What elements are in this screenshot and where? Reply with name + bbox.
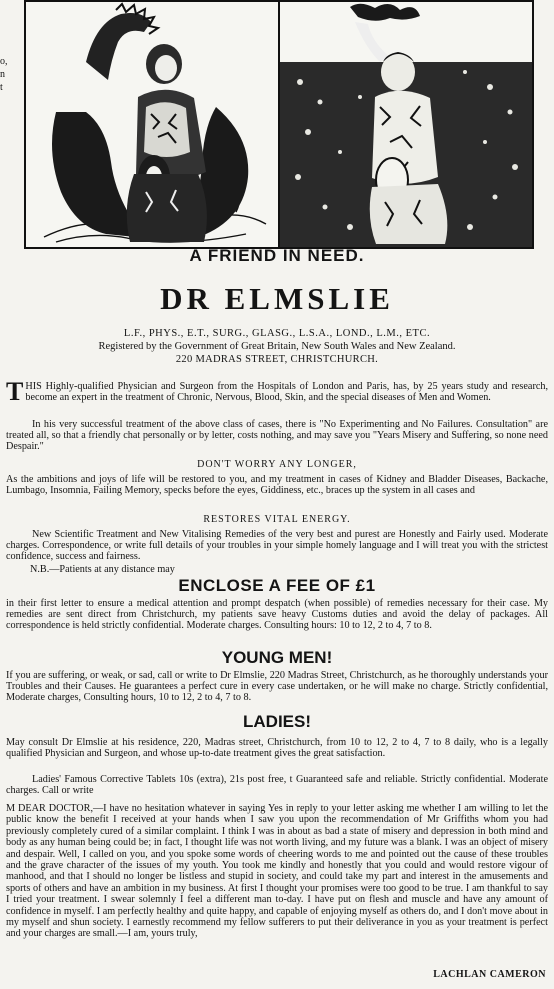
- nb-line: N.B.—Patients at any distance may: [30, 564, 175, 575]
- woodcut-woman-in-garden-image: [280, 2, 532, 247]
- no-experimenting-paragraph: In his very successful treatment of the above class of cases, there is "No Experimenting and No Failures. Consultation" are treated all, so that a friendly chat personally or by letter, costs nothing, and may save you "Years Misery and Suffering, so none need Despair.": [6, 419, 548, 453]
- ladies-heading: LADIES!: [243, 712, 311, 731]
- left-edge-fragment: o, n t: [0, 56, 8, 93]
- doctor-name-title: DR ELMSLIE: [160, 281, 394, 316]
- subheading-vital-energy: RESTORES VITAL ENERGY.: [203, 514, 351, 525]
- ambitions-paragraph: As the ambitions and joys of life will be restored to you, and my treatment in cases of Kidney and Bladder Diseases, Backache, Lumbago, Insomnia, Failing Memory, specks before the eyes, Giddiness, etc., braces up the system in all cases and: [6, 474, 548, 497]
- young-men-paragraph: If you are suffering, or weak, or sad, call or write to Dr Elmslie, 220 Madras Street, Christchurch, as he thoroughly understands your Troubles and their Causes. He guarantees a perfect cure in every case undertaken, or he will make no charge. Strictly confidential, Moderate charges, Consulting hours, 10 to 12, 2 to 4, 7 to 8.: [6, 670, 548, 704]
- tablets-paragraph: Ladies' Famous Corrective Tablets 10s (extra), 21s post free, t Guaranteed safe and reliable. Strictly confidential. Moderate charges. Call or write: [6, 774, 548, 797]
- headline: A FRIEND IN NEED.: [189, 246, 365, 265]
- subheading-dont-worry: DON'T WORRY ANY LONGER,: [197, 459, 357, 470]
- woodcut-illustration-right: [278, 0, 534, 249]
- woodcut-illustration-left: [24, 0, 282, 249]
- scientific-treatment-paragraph: New Scientific Treatment and New Vitalising Remedies of the very best and purest are Honestly and Fairly used. Moderate charges. Correspondence, or write full details of your troubles in your simple homely language and I will treat you with the strictest confidence, success and fairness.: [6, 529, 548, 563]
- intro-paragraph: [6, 377, 548, 406]
- fee-heading: ENCLOSE A FEE OF £1: [178, 576, 376, 595]
- credentials-line: L.F., PHYS., E.T., SURG., GLASG., L.S.A., LOND., L.M., ETC.: [123, 328, 431, 339]
- woodcut-woman-with-flowers-image: [26, 2, 280, 247]
- ladies-paragraph: May consult Dr Elmslie at his residence, 220, Madras street, Christchurch, from 10 to 12, 2 to 4, 7 to 8 daily, who is a legally qualified Physician and Surgeon, and whose up-to-date treatment gives the great satisfaction.: [6, 737, 548, 760]
- fee-paragraph: in their first letter to ensure a medical attention and prompt despatch (when possible) of remedies necessary for their case. My remedies are sent direct from Christchurch, my patients save heavy Customs duties and avoid the delay of packages. All correspondence is held strictly confidential. Moderate charges. Consulting hours: 10 to 12, 2 to 4, 7 to 8.: [6, 598, 548, 632]
- young-men-heading: YOUNG MEN!: [221, 648, 333, 667]
- drop-cap: T: [6, 377, 24, 406]
- testimonial-signature: LACHLAN CAMERON: [433, 969, 546, 980]
- testimonial-letter: M DEAR DOCTOR,—I have no hesitation whatever in saying Yes in reply to your letter asking me whether I am willing to let the public know the benefit I received at your hands when I saw you upon the recommendation of Mr Griffiths whom you had previously completely cured of a similar complaint. I think I was in about as bad a state of misery and depression in both mind and body as any human being could be; in fact, I thought life was not worth living, and my future was a blank. I was an object of misery and despair. Well, I called on you, and you spoke some words of cheering words to me and pointed out the cause of these troubles and the grave character of the issues of my youth. You took me kindly and honestly that you could and would restore vigour of manhood, and that I should no longer be listless and stupid in society, and could take my part and interest in the amusements and sports of others and have an ambition in my business. At first I thought your promises were too good to be true. I am thankful to say I tried your treatment. I swear solemnly I feel a different man to-day. I have put on flesh and muscle and have any amount of confidence in myself. I am perfectly healthy and quite happy, and capable of enjoying myself as others do, and I don't move about in my myself and shun society. I earnestly recommend my fellow sufferers to put their deliverance in you as your treatment is perfect and your charges are small.—I am, yours truly,: [6, 803, 548, 940]
- address-line: 220 MADRAS STREET, CHRISTCHURCH.: [175, 354, 379, 365]
- registration-line: Registered by the Government of Great Britain, New South Wales and New Zealand.: [98, 341, 456, 352]
- intro-text: HIS Highly-qualified Physician and Surgeon from the Hospitals of London and Paris, has, by 25 years study and research, become an expert in the treatment of Chronic, Nervous, Blood, Skin, and the special diseases of Men and Women.: [25, 381, 548, 404]
